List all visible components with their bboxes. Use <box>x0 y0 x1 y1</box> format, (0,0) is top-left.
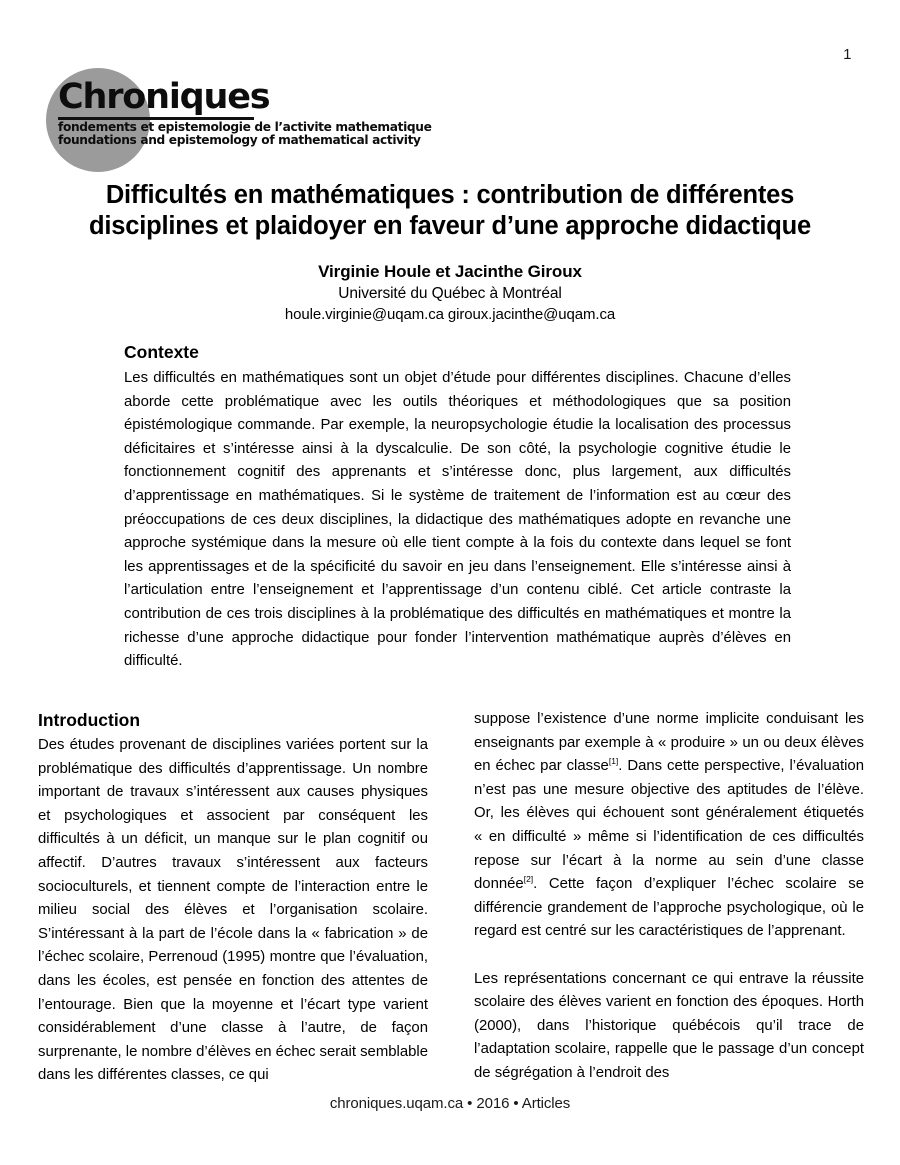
paragraph-text: . Dans cette perspective, l’évaluation n’est pas une mesure objective des aptitudes de l’élève. Or, les élèves qui échouent sont généralement étiquetés « en difficulté » même si l’identification de ces difficultés repose sur l’écart à la norme au sein d’une classe donnée <box>474 758 864 893</box>
body-column-right <box>474 708 864 1081</box>
paragraph: Les représentations concernant ce qui entrave la réussite scolaire des élèves varient en fonction des époques. Horth (2000), dans l’historique québécois qu’il trace de l’adaptation scolaire, rappelle que le passage d’un concept de ségrégation à l’endroit des <box>474 970 864 1081</box>
paragraph <box>474 708 864 944</box>
journal-wordmark: Chroniques <box>58 77 270 117</box>
abstract-body: Les difficultés en mathématiques sont un objet d’étude pour différentes disciplines. Chacune d’elles aborde cette problématique avec les outils théoriques et méthodologiques que sa position épistémologique commande. Par exemple, la neuropsychologie étudie la localisation des processus déficitaires et s’intéresse ainsi à la dyscalculie. De son côté, la psychologie cognitive étudie le fonctionnement cognitif des apprenants et s’intéresse donc, plus largement, aux difficultés d’apprentissage en mathématiques. Si le système de traitement de l’information est au cœur des préoccupations de ces deux disciplines, la didactique des mathématiques adopte en revanche une approche systémique dans la mesure où elle tient compte à la fois du contexte dans lequel se font les apprentissages et de la spécificité du savoir en jeu dans l’enseignement. Elle s’intéresse ainsi à l’articulation entre l’enseignement et l’apprentissage d’un contenu ciblé. Cet article contraste la contribution de ces trois disciplines à la problématique des difficultés en mathématiques et montre la richesse d’une approche didactique pour fonder l’intervention mathématique auprès d’élèves en difficulté. <box>124 370 791 670</box>
footnote-ref-2[interactable]: [2] <box>523 874 534 885</box>
author-names: Virginie Houle et Jacinthe Giroux <box>318 262 582 281</box>
abstract-heading: Contexte <box>124 342 199 362</box>
author-affiliation: Université du Québec à Montréal <box>338 285 562 302</box>
author-emails: houle.virginie@uqam.ca giroux.jacinthe@uqam.ca <box>284 306 616 323</box>
page-footer: chroniques.uqam.ca • 2016 • Articles <box>329 1095 571 1112</box>
page-number: 1 <box>843 46 852 63</box>
abstract-section <box>124 340 791 674</box>
author-block <box>60 261 840 325</box>
journal-tagline-en: foundations and epistemology of mathematical activity <box>58 133 421 148</box>
paragraph-text: . Cette façon d’expliquer l’échec scolaire se différencie grandement de l’approche psychologique, où le regard est centré sur les caractéristiques de l’apprenant. <box>474 876 864 940</box>
introduction-heading: Introduction <box>38 710 141 730</box>
journal-masthead <box>46 62 466 167</box>
journal-tagline-fr: fondements et epistemologie de l’activite mathematique <box>58 120 432 134</box>
article-title: Difficultés en mathématiques : contribution de différentes disciplines et plaidoyer en faveur d’une approche didactique <box>88 181 811 240</box>
body-column-left <box>38 708 428 1084</box>
paragraph: Des études provenant de disciplines variées portent sur la problématique des difficultés d’apprentissage. Un nombre important de travaux s’intéressent aux causes physiques et psychologiques et associent par conséquent les difficultés à un déficit, un manque sur le plan cognitif ou affectif. D’autres travaux s’intéressent aux facteurs socioculturels, et tiennent compte de l’interaction entre le milieu social des élèves et l’organisation scolaire. S’intéressant à la part de l’école dans la « fabrication » de l’échec scolaire, Perrenoud (1995) montre que l’évaluation, dans les écoles, est pensée en fonction des attentes de l’entourage. Bien que la moyenne et l’écart type varient considérablement d’une classe à l’autre, de façon surprenante, le nombre d’élèves en échec serait semblable dans les différentes classes, ce qui <box>38 737 428 1084</box>
logo-text <box>58 78 468 148</box>
body-columns <box>38 708 864 1084</box>
paragraph-text: suppose l’existence d’une norme implicite conduisant les enseignants par exemple à « produire » un ou deux élèves en échec par classe <box>474 711 864 775</box>
footnote-ref-1[interactable]: [1] <box>608 756 619 767</box>
